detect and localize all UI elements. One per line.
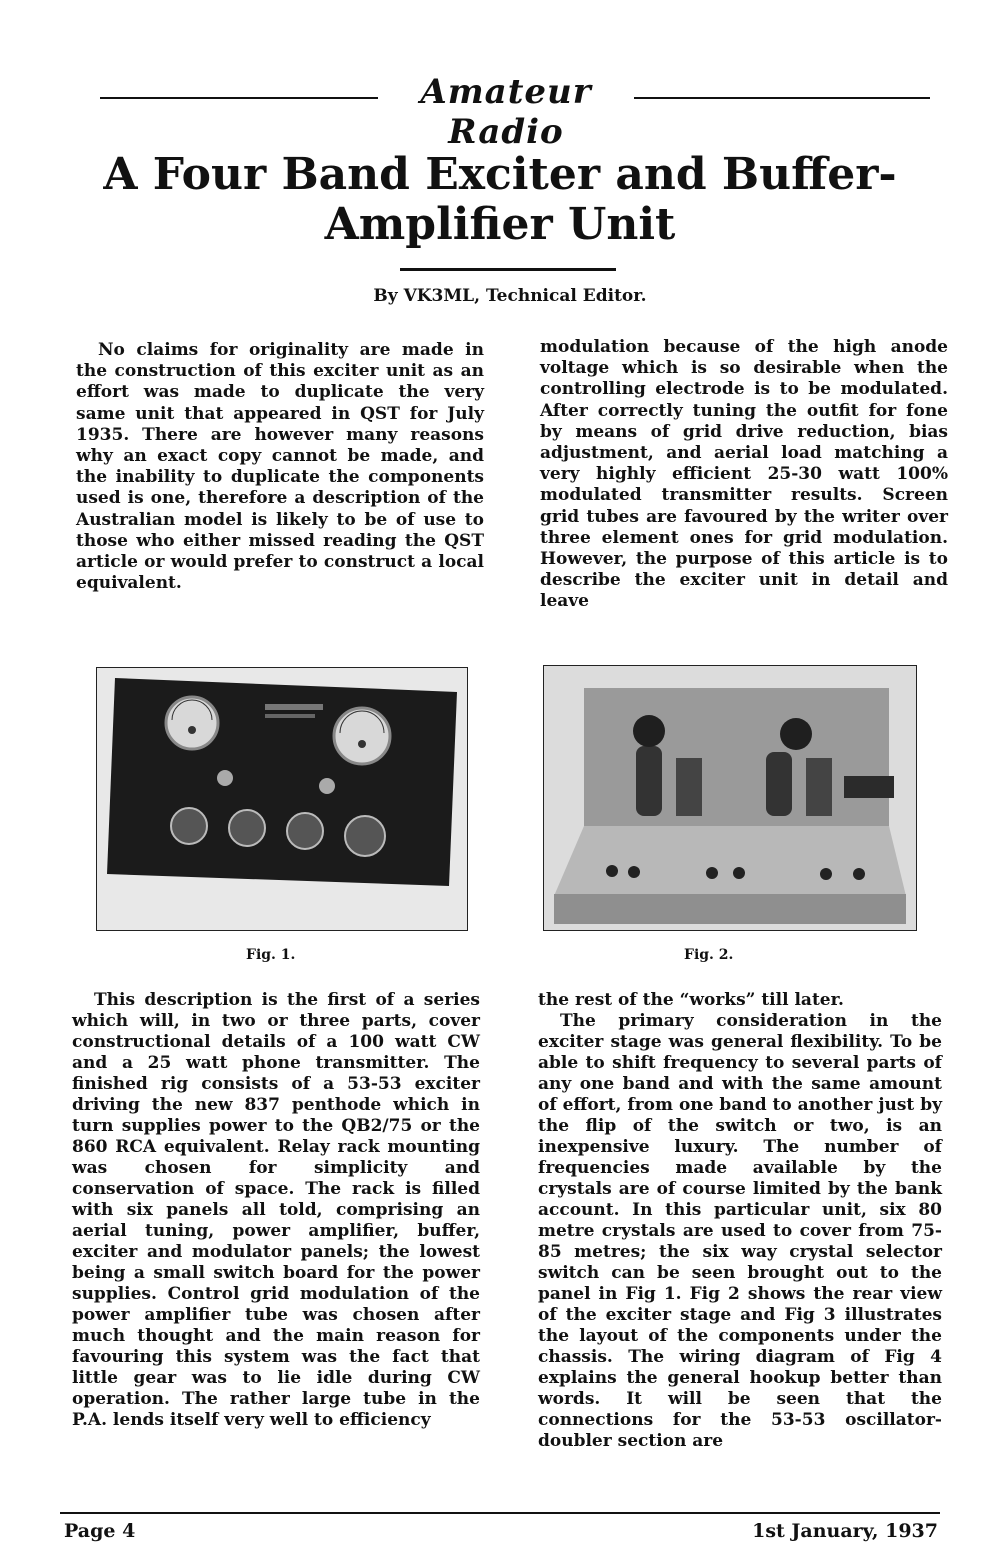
article-title-line-2: Amplifier Unit [324, 199, 676, 250]
footer-rule [60, 1512, 940, 1514]
paragraph: The primary consideration in the exciter stage was general flexibility. To be able to shift frequency to several parts of any one band and with the same amount of effort, from one band to another just by the flip of the switch or two, is an inexpensive luxury. The number of frequencies made available by the crystals are of course limited by the bank account. In this particular unit, six 80 metre crystals are used to cover from 75-85 metres; the six way crystal selector switch can be seen brought out to the panel in Fig 1. Fig 2 shows the rear view of the exciter stage and Fig 3 illustrates the layout of the components under the chassis. The wiring diagram of Fig 4 explains the general hookup better than words. It will be seen that the connections for the 53-53 oscillator-doubler section are [538, 1011, 942, 1451]
figure-1-caption: Fig. 1. [246, 947, 296, 963]
figure-2-caption: Fig. 2. [684, 947, 734, 963]
column-2 [540, 337, 948, 613]
paragraph: the rest of the “works” till later. [538, 990, 844, 1010]
paragraph: This description is the first of a series which will, in two or three parts, cover constructional details of a 100 watt CW and a 25 watt phone transmitter. The finished rig consists of a 53-53 exciter driving the new 837 penthode which in turn supplies power to the QB2/75 or the 860 RCA equivalent. Relay rack mounting was chosen for simplicity and conservation of space. The rack is filled with six panels all told, comprising an aerial tuning, power amplifier, buffer, exciter and modulator panels; the lowest being a small switch board for the power supplies. Control grid modulation of the power amplifier tube was chosen after much thought and the main reason for favouring this system was the fact that little gear was to lie idle during CW operation. The rather large tube in the P.A. lends itself very well to efficiency [72, 990, 480, 1430]
column-3 [72, 990, 480, 1431]
column-1 [76, 340, 484, 594]
issue-date: 1st January, 1937 [752, 1520, 938, 1542]
figure-2-photo [543, 665, 917, 931]
column-4 [538, 990, 942, 1452]
masthead-rule-right [634, 97, 930, 99]
article-title [60, 150, 940, 250]
masthead [100, 70, 930, 152]
paragraph: modulation because of the high anode voltage which is so desirable when the controlling electrode is to be modulated. After correctly tuning the outfit for fone by means of grid drive reduction, bias adjustment, and aerial load matching a very highly efficient 25-30 watt 100% modulated transmitter results. Screen grid tubes are favoured by the writer over three element ones for grid modulation. However, the purpose of this article is to describe the exciter unit in detail and leave [540, 337, 948, 612]
exciter-front-panel-photo [97, 668, 467, 930]
exciter-rear-view-photo [544, 666, 916, 930]
masthead-rule-left [100, 97, 378, 99]
title-rule [400, 268, 616, 271]
magazine-name: Amateur Radio [420, 72, 592, 152]
figure-1-photo [96, 667, 468, 931]
paragraph: No claims for originality are made in the construction of this exciter unit as an effort was made to duplicate the very same unit that appeared in QST for July 1935. There are however many reasons why an exact copy cannot be made, and the inability to duplicate the components used is one, therefore a description of the Australian model is likely to be of use to those who either missed reading the QST article or would prefer to construct a local equivalent. [76, 340, 484, 594]
byline: By VK3ML, Technical Editor. [373, 286, 647, 306]
page-number: Page 4 [64, 1520, 136, 1542]
article-title-line-1: A Four Band Exciter and Buffer- [103, 149, 897, 200]
